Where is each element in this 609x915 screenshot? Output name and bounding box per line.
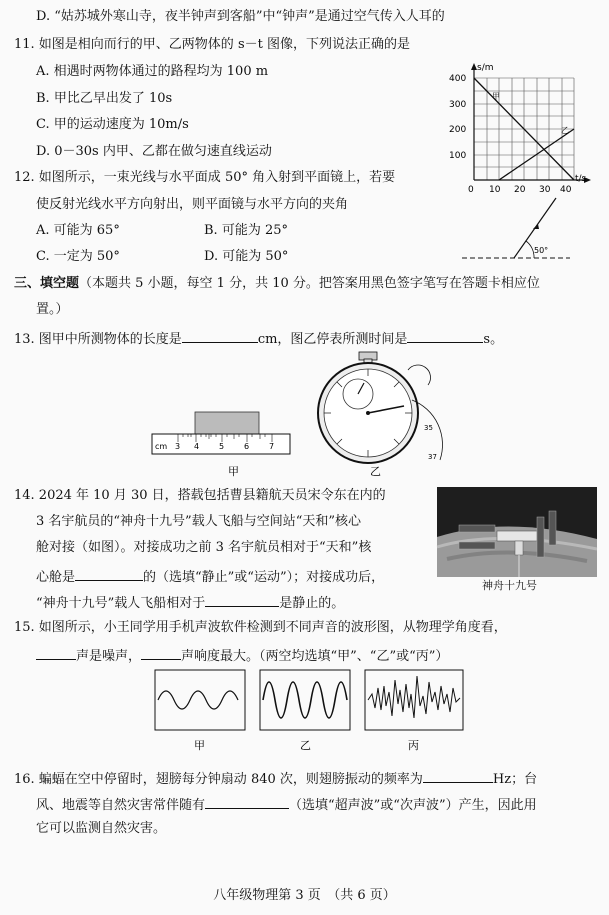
q15-line-1: 15. 如图所示，小王同学用手机声波软件检测到不同声音的波形图，从物理学角度看，	[14, 620, 507, 635]
y-tick: 300	[449, 100, 467, 110]
q11-st-graph	[447, 60, 597, 195]
q14-line-5	[36, 592, 344, 613]
x-tick: 30	[539, 185, 551, 195]
answer-blank[interactable]	[75, 566, 143, 581]
x-tick: 10	[489, 185, 501, 195]
section3-title: 三、填空题	[14, 276, 80, 291]
space-station-photo	[437, 487, 597, 592]
x-tick: 40	[560, 185, 572, 195]
q15-text: 声是噪声，	[76, 649, 142, 664]
waveform-box-jia	[155, 670, 245, 730]
y-tick: 200	[449, 125, 467, 135]
q13-text-3: s。	[483, 332, 504, 347]
q14-line-2: 3 名宇航员的“神舟十九号”载人飞船与空间站“天和”核心	[36, 514, 361, 529]
q14-line-1: 14. 2024 年 10 月 30 日，搭载包括曹县籍航天员宋令东在内的	[14, 488, 386, 503]
q13-ruler-figure	[150, 408, 292, 480]
answer-blank[interactable]	[182, 328, 258, 343]
waveform-bing	[368, 676, 460, 718]
label-yi: 乙	[370, 465, 381, 478]
q10-option-d: D. “姑苏城外寒山寺，夜半钟声到客船”中“钟声”是通过空气传入人耳的	[36, 9, 445, 24]
q11-option-a: A. 相遇时两物体通过的路程均为 100 m	[36, 64, 269, 79]
ruler-unit: cm	[155, 442, 168, 451]
q15-waveforms	[150, 668, 470, 754]
q14-text: 心舱是	[36, 570, 76, 585]
series-yi-line	[499, 129, 574, 180]
q12-stem-2: 使反射光线水平方向射出，则平面镜与水平方向的夹角	[36, 197, 349, 212]
q16-text: Hz；台	[492, 772, 538, 787]
q16-text: 16. 蝙蝠在空中停留时，翅膀每分钟扇动 840 次，则翅膀振动的频率为	[14, 772, 423, 787]
ruler-number: 5	[219, 442, 225, 451]
y-tick: 400	[449, 74, 467, 84]
q13-text-2: cm，图乙停表所测时间是	[257, 332, 408, 347]
section3-header	[14, 275, 540, 293]
q12-option-d: D. 可能为 50°	[204, 249, 289, 264]
q14-line-4	[36, 566, 384, 587]
q15-line-2	[36, 645, 448, 666]
waveform-jia	[158, 691, 238, 709]
answer-blank[interactable]	[407, 328, 483, 343]
q13-text-1: 13. 图甲中所测物体的长度是	[14, 332, 182, 347]
x-tick: 0	[468, 185, 474, 195]
waveform-label: 甲	[194, 739, 205, 752]
ruler-number: 6	[244, 442, 250, 451]
stopwatch-mark: 35	[424, 424, 433, 432]
q14-text: 的（选填“静止”或“运动”）；对接成功后，	[143, 570, 385, 585]
waveform-label: 乙	[300, 739, 311, 752]
x-tick: 20	[514, 185, 526, 195]
q16-line-2	[36, 794, 537, 815]
q16-line-3: 它可以监测自然灾害。	[36, 821, 167, 836]
q13-stopwatch-figure	[300, 350, 450, 478]
series-yi-label: 乙	[561, 126, 569, 135]
q12-option-c: C. 一定为 50°	[36, 249, 120, 264]
q14-text: 是静止的。	[279, 596, 345, 611]
ruler-number: 4	[194, 442, 200, 451]
q11-option-d: D. 0－30s 内甲、乙都在做匀速直线运动	[36, 144, 272, 159]
y-axis-label: s/m	[477, 63, 494, 73]
photo-caption: 神舟十九号	[482, 579, 537, 592]
q14-line-3: 舱对接（如图）。对接成功之前 3 名宇航员相对于“天和”核	[36, 540, 372, 555]
series-jia-label: 甲	[492, 92, 500, 101]
answer-blank[interactable]	[423, 768, 493, 783]
label-jia: 甲	[228, 465, 239, 478]
q11-option-b: B. 甲比乙早出发了 10s	[36, 91, 173, 106]
q16-line-1	[14, 768, 537, 789]
q16-text: （选填“超声波”或“次声波”）产生，因此用	[289, 798, 537, 813]
q12-stem-1: 12. 如图所示，一束光线与水平面成 50° 角入射到平面镜上，若要	[14, 170, 396, 185]
measured-block	[195, 412, 259, 434]
section3-desc-1: （本题共 5 小题，每空 1 分，共 10 分。把答案用黑色签字笔写在答题卡相应位	[79, 276, 540, 291]
answer-blank[interactable]	[141, 645, 181, 660]
q11-option-c: C. 甲的运动速度为 10m/s	[36, 117, 189, 132]
q16-text: 风、地震等自然灾害常伴随有	[36, 798, 206, 813]
section3-desc-2: 置。）	[36, 302, 69, 317]
q12-light-diagram	[452, 196, 577, 264]
q13-line	[14, 328, 503, 349]
q12-option-a: A. 可能为 65°	[36, 223, 120, 238]
q11-stem: 11. 如图是相向而行的甲、乙两物体的 s－t 图像，下列说法正确的是	[14, 37, 410, 52]
q15-text: 声响度最大。（两空均选填“甲”、“乙”或“丙”）	[181, 649, 449, 664]
page-footer: 八年级物理第 3 页 （共 6 页）	[213, 888, 396, 903]
ruler-number: 3	[175, 442, 181, 451]
answer-blank[interactable]	[205, 592, 279, 607]
answer-blank[interactable]	[205, 794, 289, 809]
answer-blank[interactable]	[36, 645, 76, 660]
waveform-yi	[263, 682, 347, 718]
q12-option-b: B. 可能为 25°	[204, 223, 288, 238]
ruler-number: 7	[269, 442, 275, 451]
q14-text: “神舟十九号”载人飞船相对于	[36, 596, 206, 611]
angle-label: 50°	[534, 246, 549, 255]
y-tick: 100	[449, 151, 467, 161]
stopwatch-mark: 37	[428, 453, 437, 461]
waveform-box-yi	[260, 670, 350, 730]
waveform-label: 丙	[408, 739, 419, 752]
x-axis-label: t/s	[575, 174, 587, 184]
